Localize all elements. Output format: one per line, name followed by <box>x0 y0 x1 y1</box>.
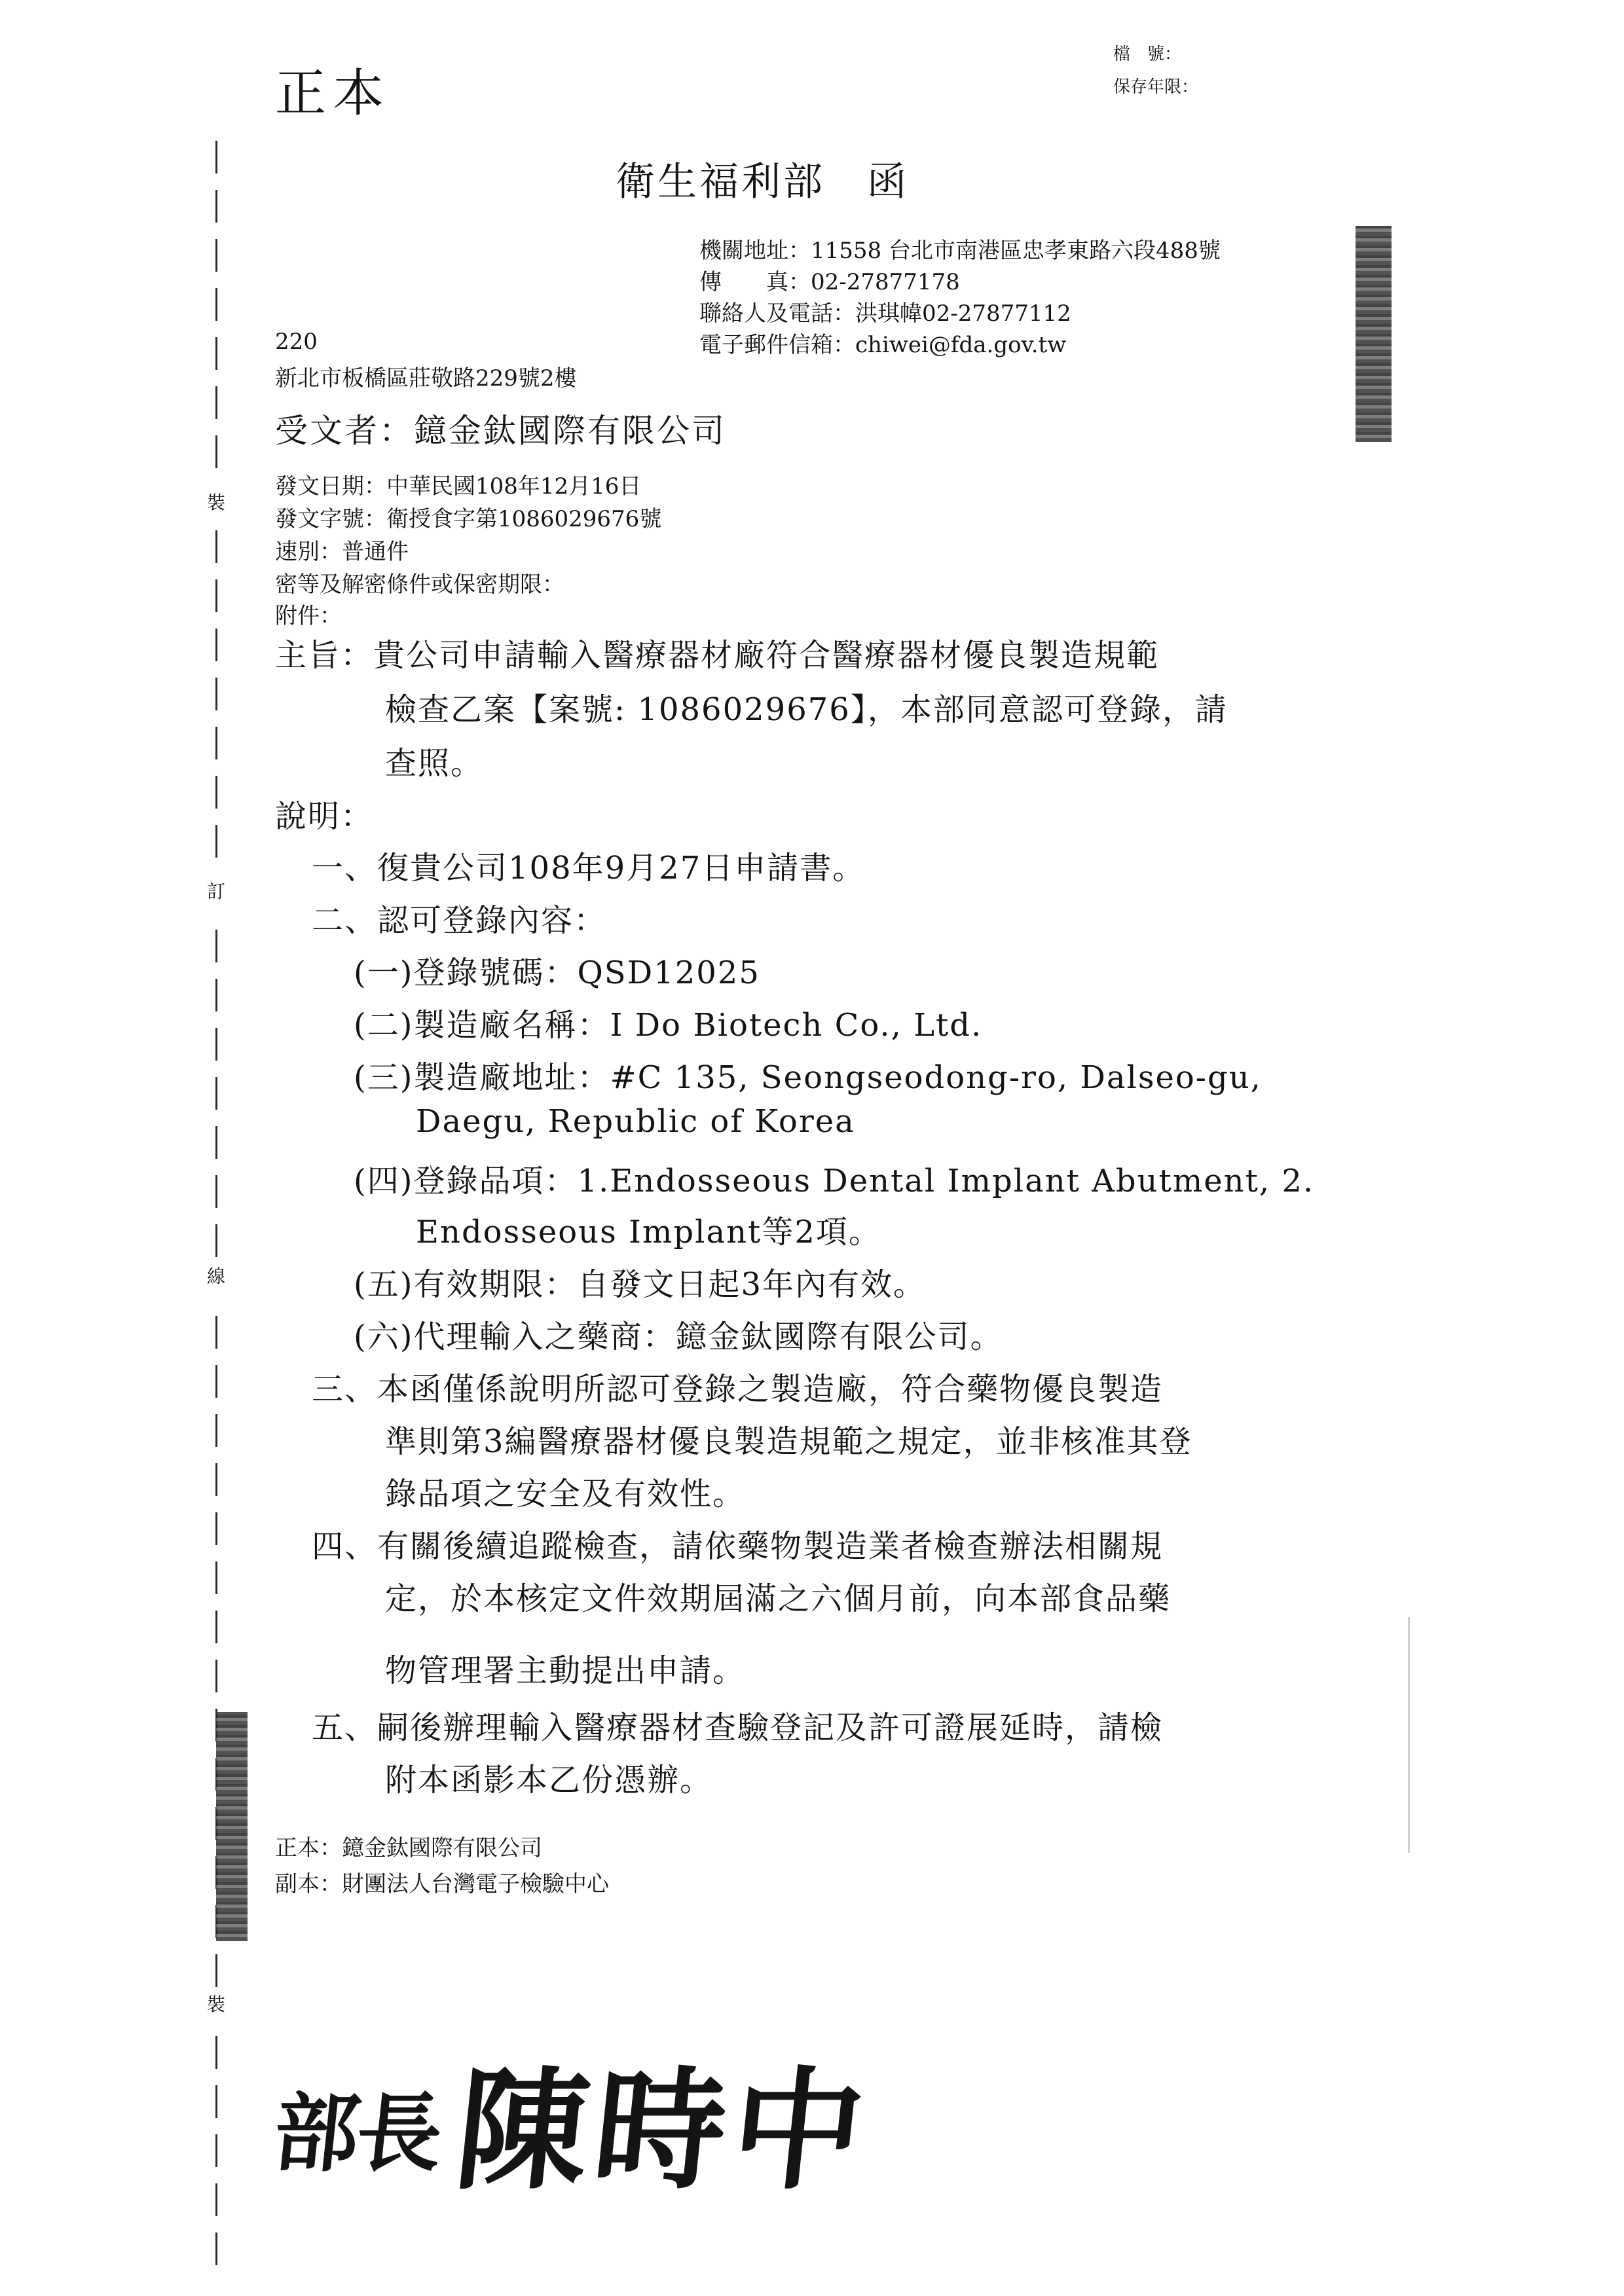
seal-stamp-left <box>216 1712 248 1941</box>
agency-email: 電子郵件信箱：chiwei@fda.gov.tw <box>699 332 1067 358</box>
attachment: 附件： <box>275 603 342 629</box>
registered-items-cont: Endosseous Implant等2項。 <box>416 1214 881 1250</box>
subject-line: 查照。 <box>385 745 484 782</box>
copy-mark: 正本 <box>275 64 391 123</box>
recipient-name: 受文者：鐿金鈦國際有限公司 <box>275 412 726 450</box>
signature-name: 陳時中 <box>449 2054 878 2208</box>
recipient-zip: 220 <box>275 329 318 355</box>
agency-address: 機關地址：11558 台北市南港區忠孝東路六段488號 <box>699 238 1221 264</box>
validity-period: (五)有效期限：自發文日起3年內有效。 <box>354 1266 926 1303</box>
explanation-item-4-cont: 定，於本核定文件效期屆滿之六個月前，向本部食品藥 <box>385 1580 1172 1617</box>
document-number: 發文字號：衛授食字第1086029676號 <box>275 506 662 532</box>
retention-period: 保存年限： <box>1113 77 1199 97</box>
binding-mark-staple: 訂 <box>207 881 226 902</box>
file-number: 檔 號： <box>1113 45 1182 64</box>
secrecy-level: 密等及解密條件或保密期限： <box>275 572 564 598</box>
manufacturer-name: (二)製造廠名稱：I Do Biotech Co., Ltd. <box>354 1007 983 1044</box>
binding-mark-bind: 裝 <box>207 492 226 513</box>
recipient-address: 新北市板橋區莊敬路229號2樓 <box>275 365 577 392</box>
explanation-heading: 說明： <box>275 798 374 835</box>
registration-number: (一)登錄號碼：QSD12025 <box>354 955 760 991</box>
explanation-item-3-cont: 準則第3編醫療器材優良製造規範之規定，並非核准其登 <box>385 1423 1192 1460</box>
agency-fax: 傳 真：02-27877178 <box>699 269 960 295</box>
document-title: 衛生福利部 函 <box>616 159 909 205</box>
subject-line: 主旨：貴公司申請輸入醫療器材廠符合醫療器材優良製造規範 <box>275 637 1160 674</box>
delivery-speed: 速別：普通件 <box>275 539 409 565</box>
explanation-item-3-cont: 錄品項之安全及有效性。 <box>385 1476 746 1512</box>
explanation-item-4: 四、有關後續追蹤檢查，請依藥物製造業者檢查辦法相關規 <box>312 1528 1164 1565</box>
binding-mark-line: 線 <box>207 1266 226 1287</box>
explanation-item-2: 二、認可登錄內容： <box>312 902 607 939</box>
explanation-item-5-cont: 附本函影本乙份憑辦。 <box>385 1762 713 1798</box>
subject-line: 檢查乙案【案號: 1086029676】，本部同意認可登錄，請 <box>385 691 1228 728</box>
distribution-original: 正本：鐿金鈦國際有限公司 <box>275 1835 542 1861</box>
explanation-item-1: 一、復貴公司108年9月27日申請書。 <box>312 850 866 886</box>
explanation-item-5: 五、嗣後辦理輸入醫療器材查驗登記及許可證展延時，請檢 <box>312 1709 1164 1746</box>
explanation-item-4-cont: 物管理署主動提出申請。 <box>385 1652 746 1689</box>
distribution-copy: 副本：財團法人台灣電子檢驗中心 <box>275 1871 609 1897</box>
agency-contact: 聯絡人及電話：洪琪幃02-27877112 <box>699 301 1071 327</box>
seal-stamp-right <box>1356 226 1392 442</box>
registered-items: (四)登錄品項：1.Endosseous Dental Implant Abutment, 2. <box>354 1163 1315 1199</box>
scan-edge-artifact <box>1408 1617 1410 1853</box>
import-agent: (六)代理輸入之藥商：鐿金鈦國際有限公司。 <box>354 1319 1003 1355</box>
manufacturer-address: (三)製造廠地址：#C 135, Seongseodong-ro, Dalseo-gu, <box>354 1059 1262 1096</box>
explanation-item-3: 三、本函僅係說明所認可登錄之製造廠，符合藥物優良製造 <box>312 1371 1164 1408</box>
manufacturer-address-cont: Daegu, Republic of Korea <box>416 1103 855 1140</box>
binding-mark-bind-lower: 裝 <box>207 1994 226 2015</box>
issue-date: 發文日期：中華民國108年12月16日 <box>275 473 642 500</box>
signature-title: 部長 <box>268 2083 445 2183</box>
